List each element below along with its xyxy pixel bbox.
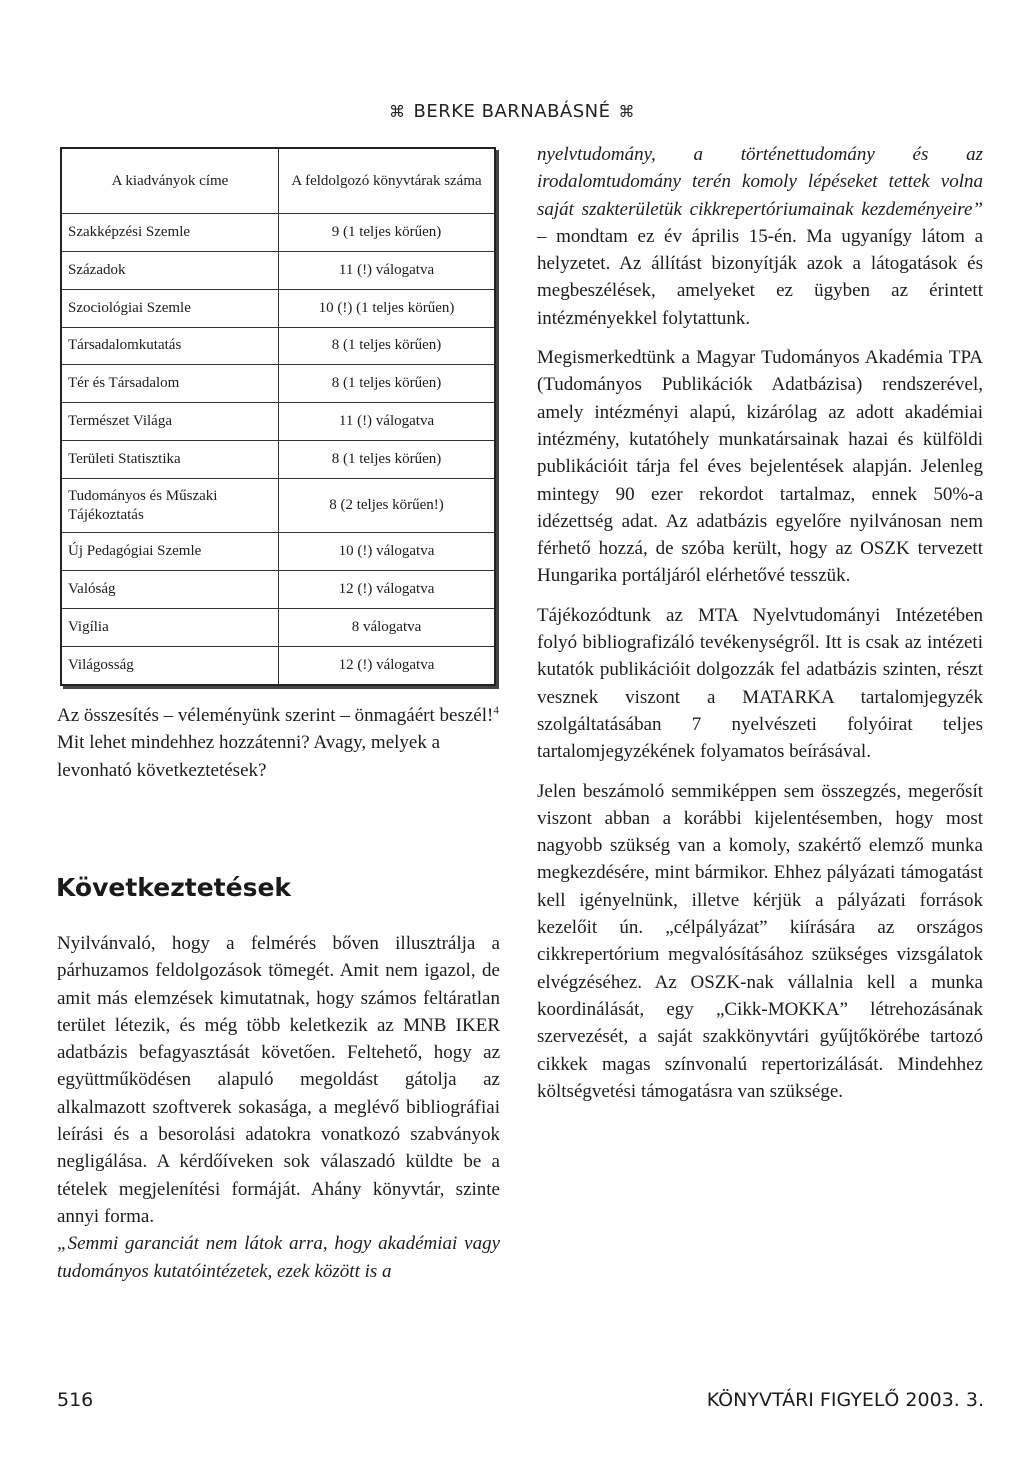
journal-title: Vigília [61, 609, 279, 647]
journal-title: Területi Statisztika [61, 441, 279, 479]
paragraph: Megismerkedtünk a Magyar Tudományos Akadémia TPA (Tudományos Publikációk Adatbázisa) rendszerével, amely intézményi alapú, kizárólag az adott akadémiai intézmény, kutatóhely munkatársainak hazai és külföldi publikációit tárja fel éves bejelentések alapján. Jelenleg mintegy 90 ezer rekordot tartalmaz, ennek 50%-a idézettség adat. Az adatbázis egyelőre nyilvánosan nem férhető hozzá, de szóba került, hogy az OSZK tervezett Hungarika portáljáról elérhetővé tesszük. [537, 347, 983, 587]
paragraph [537, 141, 983, 332]
table-row [61, 441, 495, 479]
library-count: 8 (1 teljes körűen) [279, 365, 496, 403]
table-row [61, 533, 495, 571]
page-number: 516 [57, 1389, 94, 1411]
journal-title: Valóság [61, 571, 279, 609]
table-row [61, 403, 495, 441]
paragraph-text: Az összesítés – véleményünk szerint – önmagáért beszél! [57, 705, 494, 726]
paragraph-text: – mondtam ez év április 15-én. Ma ugyanígy látom a helyzetet. Az állítást bizonyítják azok a látogatások és megbeszélések, amelyeket ez ügyben az érintett intézményekkel folytattunk. [537, 225, 983, 329]
table-header-title: A kiadványok címe [61, 148, 279, 214]
paragraph: Jelen beszámoló semmiképpen sem összegzés, megerősít viszont abban a korábbi kijelentésemben, hogy most nagyobb szükség van a komoly, szakértő elemző munka megkezdésére, mint bármikor. Ehhez pályázati támogatást kell igényelnünk, illetve kérjük a pályázati források kezelőit ún. „célpályázat” kiírására az országos cikkrepertórium megvalósításához szükséges vizsgálatok elvégzéséhez. Az OSZK-nak vállalnia kell a munka koordinálását, egy „Cikk-MOKKA” létrehozásának szervezését, a saját szakkönyvtári gyűjtőkörébe tartozó cikkek magas színvonalú repertorizálását. Mindehhez költségvetési támogatásra van szüksége. [537, 780, 983, 1102]
library-count: 12 (!) válogatva [279, 646, 496, 685]
ornament-icon: ⌘ [618, 102, 635, 121]
library-count: 8 (2 teljes körűen!) [279, 478, 496, 533]
table-row [61, 327, 495, 365]
library-count: 12 (!) válogatva [279, 571, 496, 609]
journal-title: Világosság [61, 646, 279, 685]
running-header [0, 101, 1024, 122]
table-row [61, 251, 495, 289]
paragraph [57, 702, 500, 729]
table-row [61, 646, 495, 685]
section-title: Következtetések [56, 873, 292, 902]
right-column [537, 141, 983, 1117]
library-count: 10 (!) válogatva [279, 533, 496, 571]
table-row [61, 571, 495, 609]
paragraph: Mit lehet mindehhez hozzátenni? Avagy, melyek a levonható következtetések? [57, 732, 441, 781]
table-row [61, 365, 495, 403]
left-column-conclusions [57, 930, 500, 1285]
journals-table [60, 147, 496, 686]
journal-title: Tér és Társadalom [61, 365, 279, 403]
journal-title: Természet Világa [61, 403, 279, 441]
ornament-icon: ⌘ [389, 102, 406, 121]
paragraph: Nyilvánvaló, hogy a felmérés bőven illusztrálja a párhuzamos feldolgozások tömegét. Amit nem igazol, de amit más elemzések kimutatnak, hogy számos feltáratlan terület létezik, és még több keletkezik az MNB IKER adatbázis befagyasztását követően. Feltehető, hogy az együttműködésen alapuló megoldást gátolja az alkalmazott szoftverek sokasága, a meglévő bibliográfiai leírási és a besorolási adatokra vonatkozó szabványok negligálása. A kérdőíveken sok válaszadó küldte be a tételek megjelenítési formáját. Ahány könyvtár, szinte annyi forma. [57, 933, 500, 1227]
journal-footer: KÖNYVTÁRI FIGYELŐ 2003. 3. [706, 1389, 984, 1411]
left-column-intro [57, 702, 500, 784]
table-row [61, 478, 495, 533]
library-count: 11 (!) válogatva [279, 403, 496, 441]
paragraph-quote: „Semmi garanciát nem látok arra, hogy akadémiai vagy tudományos kutatóintézetek, ezek között is a [57, 1233, 500, 1282]
table-header-count: A feldolgozó könyvtárak száma [279, 148, 496, 214]
library-count: 11 (!) válogatva [279, 251, 496, 289]
library-count: 10 (!) (1 teljes körűen) [279, 289, 496, 327]
library-count: 8 (1 teljes körűen) [279, 327, 496, 365]
journal-title: Társadalomkutatás [61, 327, 279, 365]
journal-title: Századok [61, 251, 279, 289]
table-row [61, 214, 495, 252]
library-count: 8 válogatva [279, 609, 496, 647]
journal-title: Szociológiai Szemle [61, 289, 279, 327]
table-row [61, 609, 495, 647]
paragraph: Tájékozódtunk az MTA Nyelvtudományi Intézetében folyó bibliografizáló tevékenységről. Itt is csak az intézeti kutatók publikációit dolgozzák fel adatbázis szinten, részt vesznek viszont a MATARKA tartalomjegyzék szolgáltatásában 7 nyelvészeti folyóirat teljes tartalomjegyzékének folyamatos beírásával. [537, 604, 983, 763]
running-header-title: BERKE BARNABÁSNÉ [413, 101, 611, 122]
quote-text: nyelvtudomány, a történettudomány és az irodalomtudomány terén komoly lépéseket tettek volna saját szakterületük cikkrepertóriumainak kezdeményeire” [537, 144, 983, 220]
journal-title: Tudományos és Műszaki Tájékoztatás [61, 478, 279, 533]
library-count: 8 (1 teljes körűen) [279, 441, 496, 479]
journal-title: Szakképzési Szemle [61, 214, 279, 252]
table-row [61, 289, 495, 327]
footnote-marker[interactable]: 4 [493, 704, 499, 717]
library-count: 9 (1 teljes körűen) [279, 214, 496, 252]
journal-title: Új Pedagógiai Szemle [61, 533, 279, 571]
